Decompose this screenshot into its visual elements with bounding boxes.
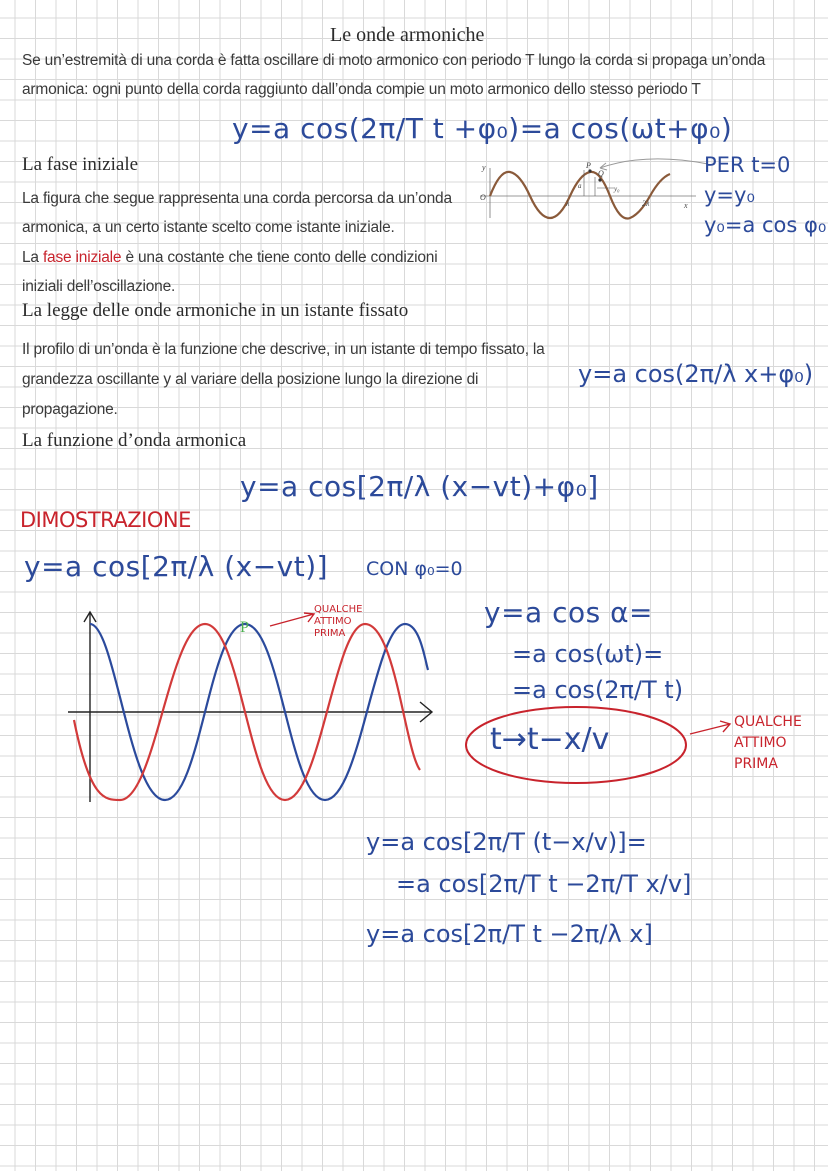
small-graph-p-label: P — [586, 161, 591, 170]
demo-step1: y=a cos α= — [484, 596, 654, 629]
final-line1: y=a cos[2π/T (t−x/v)]= — [366, 828, 647, 856]
small-graph-lambda-label: λ — [566, 199, 570, 208]
pointer-arrow — [596, 150, 716, 174]
small-graph-q-label: Q — [598, 169, 604, 178]
small-graph-y0-label: y₀ — [614, 185, 620, 193]
small-graph-x-label: x — [684, 201, 688, 210]
graph-note-arrow — [268, 610, 318, 630]
side-note-t0 — [704, 150, 826, 240]
sub-note-arrow — [688, 718, 734, 738]
demo-label: DIMOSTRAZIONE — [20, 508, 191, 532]
demo-condition: CON φ₀=0 — [366, 558, 463, 580]
graph-point-p: P — [240, 619, 249, 636]
initial-phase-text2-suffix: è una costante che tiene conto delle condizioni iniziali dell’oscillazione. — [22, 249, 438, 295]
final-line2: =a cos[2π/T t −2π/T x/v] — [396, 870, 692, 898]
side-note-line3: y₀=a cos φ₀ — [704, 213, 827, 237]
small-graph-origin-label: O — [480, 193, 486, 202]
profile-formula: y=a cos(2π/λ x+φ₀) — [578, 360, 814, 388]
wave-profile-text: Il profilo di un’onda è la funzione che descrive, in un istante di tempo fissato, la grandezza oscillante y al variare della posizione lungo la direzione di propagazione. — [22, 341, 545, 418]
small-graph-y-label: y — [482, 163, 486, 172]
demo-step3: =a cos(2π/T t) — [512, 676, 684, 704]
demo-step2: =a cos(ωt)= — [512, 640, 664, 668]
side-note-line1: PER t=0 — [704, 153, 791, 177]
sub-note: QUALCHE ATTIMO PRIMA — [734, 714, 802, 772]
side-note-line2: y=y₀ — [704, 183, 755, 207]
section-heading-initial-phase: La fase iniziale — [22, 154, 139, 175]
section-heading-wave-function: La funzione d’onda armonica — [22, 430, 247, 451]
demo-formula: y=a cos[2π/λ (x−vt)] — [24, 550, 329, 583]
intro-paragraph: Se un’estremità di una corda è fatta oscillare di moto armonico con periodo T lungo la corda si propaga un’onda armonica: ogni punto della corda raggiunto dall’onda compie un moto armonico dello stesso periodo T — [22, 52, 766, 98]
section-heading-fixed-instant: La legge delle onde armoniche in un istante fissato — [22, 300, 409, 321]
small-graph-2lambda-label: 2λ — [642, 199, 650, 208]
page-title: Le onde armoniche — [330, 24, 485, 46]
two-waves-graph — [60, 600, 440, 810]
graph-note: QUALCHE ATTIMO PRIMA — [314, 604, 363, 639]
wave-function-formula: y=a cos[2π/λ (x−vt)+φ₀] — [240, 470, 599, 503]
initial-phase-highlight: fase iniziale — [42, 249, 122, 266]
initial-phase-text2 — [22, 243, 482, 301]
final-line3: y=a cos[2π/T t −2π/λ x] — [366, 920, 653, 948]
small-graph-a-label: a — [578, 182, 582, 190]
harmonic-motion-formula: y=a cos(2π/T t +φ₀)=a cos(ωt+φ₀) — [232, 112, 733, 145]
substitution-formula: t→t−x/v — [490, 722, 610, 757]
initial-phase-text2-prefix: La — [22, 249, 43, 266]
initial-phase-text1: La figura che segue rappresenta una corda percorsa da un’onda armonica, a un certo istante scelto come istante iniziale. — [22, 190, 452, 236]
